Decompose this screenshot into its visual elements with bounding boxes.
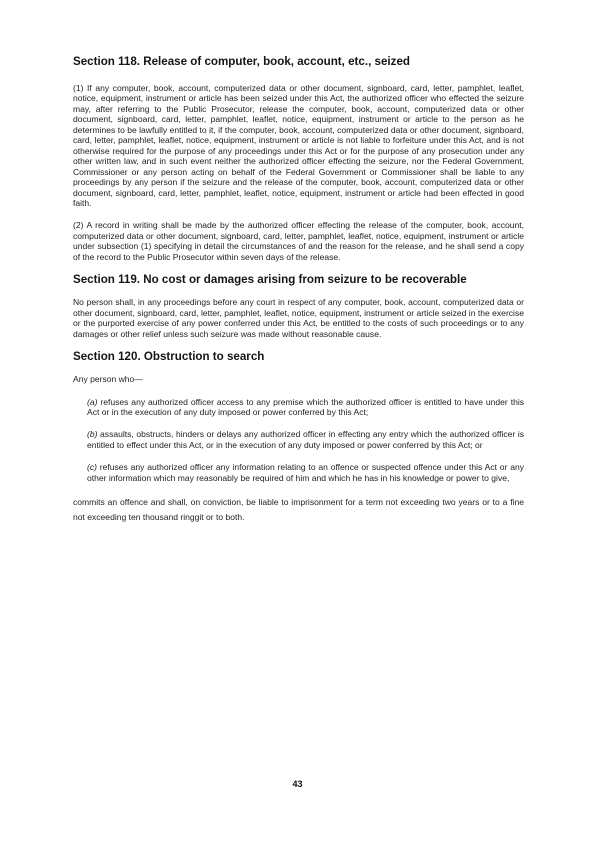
page-number: 43 (292, 779, 303, 789)
item-c-text: refuses any authorized officer any information relating to an offence or suspected offence under this Act or any other information which may reasonably be required of him and which he has in his knowledge or power to give, (87, 462, 524, 483)
section-120-item-a (87, 397, 524, 418)
section-120-item-c (87, 462, 524, 483)
section-118-heading: Section 118. Release of computer, book, account, etc., seized (73, 55, 410, 68)
section-120-item-b (87, 429, 524, 450)
item-b-marker: (b) (87, 429, 98, 440)
item-a-text: refuses any authorized officer access to any premise which the authorized officer is entitled to have under this Act or in the execution of any duty imposed or power conferred by this Act; (87, 396, 524, 417)
item-b-text: assaults, obstructs, hinders or delays any authorized officer in effecting any entry which the authorized officer is entitled to effect under this Act, or in the execution of any duty imposed or power conferred by this Act; or (87, 429, 524, 450)
section-118-paragraph-1: (1) If any computer, book, account, computerized data or other document, signboard, card, letter, pamphlet, leaflet, notice, equipment, instrument or article has been seized under this Act, the authorized officer who effected the seizure may, after referring to the Public Prosecutor, release the computer, book, account, computerized data or other document, signboard, card, letter, pamphlet, leaflet, notice, equipment, instrument or article to the person as he determines to be lawfully entitled to it, if the computer, book, account, computerized data or other document, signboard, card, letter, pamphlet, leaflet, notice, equipment, instrument or article is not liable to forfeiture under this Act, and is not otherwise required for the purpose of any proceedings under this Act or for the purpose of any prosecution under any other written law, and in such event neither the authorized officer effecting the seizure, nor the Federal Government, Commissioner or any person acting on behalf of the Federal Government or Commissioner shall be liable to any proceedings by any person if the seizure and the release of the computer, book, account, computerized data or other document, signboard, card, letter, pamphlet, leaflet, notice, equipment, instrument or article had been effected in good faith. (73, 83, 524, 208)
section-120-intro: Any person who— (73, 374, 143, 385)
section-118-paragraph-2: (2) A record in writing shall be made by the authorized officer effecting the release of the computer, book, account, computerized data or other document, signboard, card, letter, pamphlet, leaflet, notice, equipment, instrument or article under subsection (1) specifying in detail the circumstances of and the reason for the release, and he shall send a copy of the record to the Public Prosecutor within seven days of the release. (73, 220, 524, 262)
section-120-heading: Section 120. Obstruction to search (73, 350, 265, 364)
document-body (73, 54, 524, 525)
item-a-marker: (a) (87, 396, 98, 407)
section-119-paragraph: No person shall, in any proceedings before any court in respect of any computer, book, account, computerized data or other document, signboard, card, letter, pamphlet, leaflet, notice, equipment, instrument or article seized in the exercise or the purported exercise of any power conferred under this Act, be entitled to the costs of such proceedings or to any damages or other relief unless such seizure was made without reasonable cause. (73, 297, 524, 339)
section-120-closing: commits an offence and shall, on conviction, be liable to imprisonment for a term not exceeding two years or to a fine not exceeding ten thousand ringgit or to both. (73, 497, 524, 523)
section-119-heading: Section 119. No cost or damages arising from seizure to be recoverable (73, 273, 467, 287)
item-c-marker: (c) (87, 462, 97, 473)
